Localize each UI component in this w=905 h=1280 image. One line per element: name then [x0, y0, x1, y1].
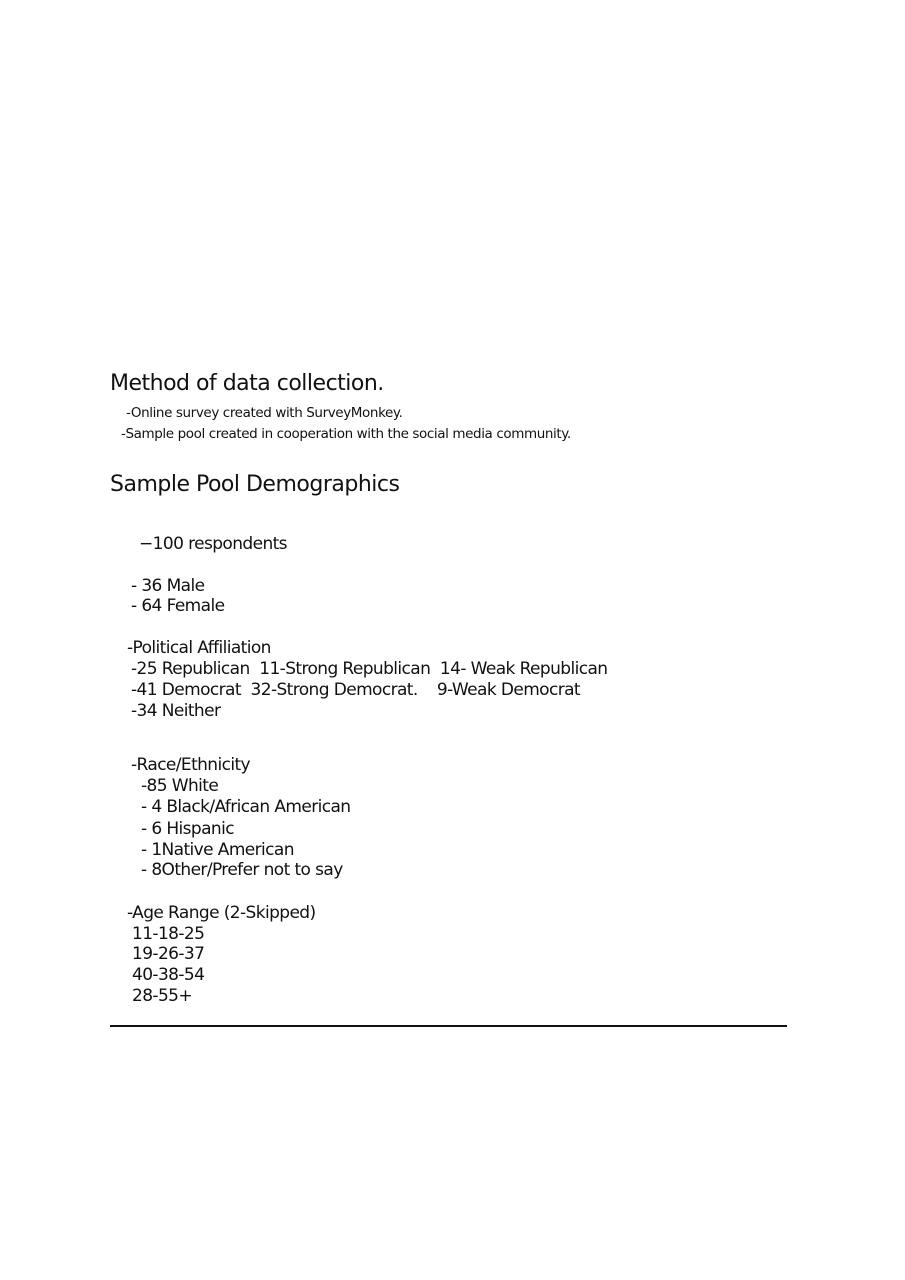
method-item-sample-pool: -Sample pool created in cooperation with the social media community. [121, 426, 571, 442]
political-heading: -Political Affiliation [127, 638, 271, 658]
age-range-18-25: 11-18-25 [132, 924, 205, 944]
age-range-55-plus: 28-55+ [132, 986, 193, 1006]
race-native-american: - 1Native American [141, 840, 294, 860]
political-democrat: -41 Democrat 32-Strong Democrat. 9-Weak Democrat [131, 680, 580, 700]
demographics-title: Sample Pool Demographics [110, 472, 400, 497]
method-item-online-survey: -Online survey created with SurveyMonkey. [126, 405, 403, 421]
method-title: Method of data collection. [110, 371, 384, 396]
age-range-38-54: 40-38-54 [132, 965, 205, 985]
horizontal-divider [110, 1025, 787, 1027]
age-range-26-37: 19-26-37 [132, 944, 205, 964]
race-white: -85 White [141, 776, 219, 796]
age-heading: -Age Range (2-Skipped) [127, 903, 316, 923]
political-neither: -34 Neither [131, 701, 221, 721]
gender-female: - 64 Female [131, 596, 225, 616]
respondents-count: −100 respondents [139, 534, 287, 554]
race-black: - 4 Black/African American [141, 797, 351, 817]
race-other: - 8Other/Prefer not to say [141, 860, 343, 880]
gender-male: - 36 Male [131, 576, 205, 596]
political-republican: -25 Republican 11-Strong Republican 14- Weak Republican [131, 659, 608, 679]
race-heading: -Race/Ethnicity [131, 755, 250, 775]
race-hispanic: - 6 Hispanic [141, 819, 234, 839]
